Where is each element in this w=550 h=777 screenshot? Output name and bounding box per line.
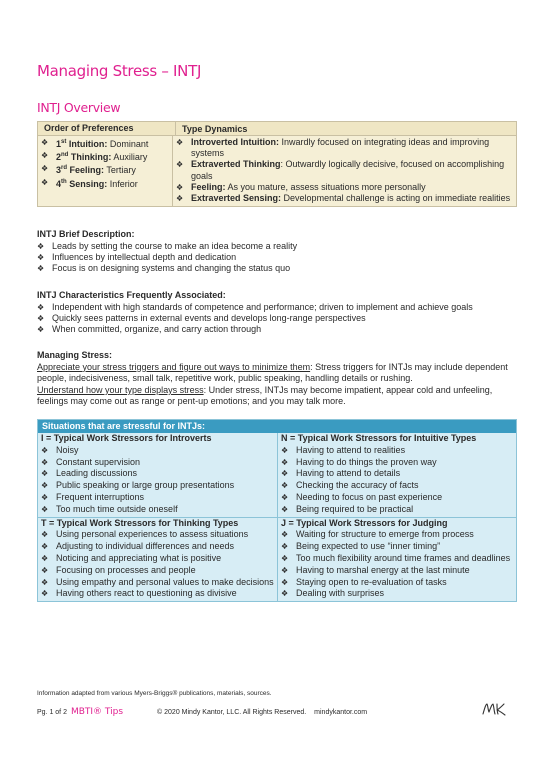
list-item: ❖ Using personal experiences to assess situations	[41, 529, 249, 540]
bullet-diamond-icon: ❖	[41, 492, 49, 502]
mk-logo-icon	[481, 701, 507, 717]
section-heading: INTJ Characteristics Frequently Associated:	[37, 290, 226, 300]
list-item: ❖ Checking the accuracy of facts	[281, 480, 419, 491]
list-item: ❖ Using empathy and personal values to make decisions	[41, 576, 274, 587]
dynamics-list	[173, 136, 516, 206]
bullet-diamond-icon: ❖	[281, 577, 289, 587]
copyright-text: © 2020 Mindy Kantor, LLC. All Rights Reserved.	[157, 708, 307, 716]
bullet-diamond-icon: ❖	[41, 151, 49, 161]
list-item: ❖ When committed, organize, and carry action through	[37, 324, 262, 334]
bullet-diamond-icon: ❖	[41, 138, 49, 147]
source-note: Information adapted from various Myers-Briggs® publications, materials, sources.	[37, 690, 272, 697]
col-header-dynamics: Type Dynamics	[182, 123, 248, 134]
bullet-diamond-icon: ❖	[281, 589, 289, 599]
managing-stress-section	[37, 350, 515, 408]
list-item: ❖ Needing to focus on past experience	[281, 491, 443, 502]
page-number: Pg. 1 of 2	[37, 708, 67, 716]
bullet-diamond-icon: ❖	[281, 504, 289, 514]
list-item: ❖ Public speaking or large group presentations	[41, 480, 235, 491]
list-item: ❖ 3rd Feeling: Tertiary	[41, 164, 136, 176]
list-item: ❖ Constant supervision	[41, 456, 141, 467]
list-item: ❖ Being expected to use “inner timing”	[281, 541, 441, 552]
bullet-diamond-icon: ❖	[41, 577, 49, 587]
bullet-diamond-icon: ❖	[176, 194, 184, 204]
bullet-diamond-icon: ❖	[281, 481, 289, 491]
bullet-diamond-icon: ❖	[281, 553, 289, 563]
section-heading: INTJ Brief Description:	[37, 229, 135, 239]
bullet-diamond-icon: ❖	[281, 469, 289, 479]
list-item: ❖ Staying open to re-evaluation of tasks	[281, 576, 447, 587]
bullet-diamond-icon: ❖	[41, 177, 49, 187]
page-title: Managing Stress – INTJ	[37, 62, 202, 80]
list-item: ❖ Leads by setting the course to make an idea become a reality	[37, 240, 298, 251]
list-item: ❖ Being required to be practical	[281, 503, 414, 514]
list-item: ❖ Too much time outside oneself	[41, 503, 178, 514]
list-item: ❖ Quickly sees patterns in external events and develops long-range perspectives	[37, 312, 366, 323]
bullet-diamond-icon: ❖	[41, 481, 49, 491]
list-item: ❖ Focus is on designing systems and changing the status quo	[37, 263, 291, 273]
list-item: ❖ Too much flexibility around time frames and deadlines	[281, 552, 511, 563]
list-item: ❖ Frequent interruptions	[41, 491, 145, 502]
list-item: ❖ Leading discussions	[41, 468, 138, 479]
list-item: ❖ Extraverted Sensing: Developmental challenge is acting on immediate realities	[176, 193, 511, 204]
bullet-diamond-icon: ❖	[37, 325, 45, 334]
stressors-table	[37, 419, 517, 602]
stressors-table-title: Situations that are stressful for INTJs:	[38, 420, 516, 433]
bullet-diamond-icon: ❖	[37, 241, 45, 251]
overview-table-header	[38, 122, 516, 136]
page-footer	[37, 707, 515, 717]
bullet-diamond-icon: ❖	[281, 457, 289, 467]
judging-column: J = Typical Work Stressors for Judging ❖ Waiting for structure to emerge from process ❖ Being expected to use “inner timing” ❖ Too much flexibility around time frames and deadlines ❖ Having to marshal energy at the last minute ❖ Staying open to re-evaluation of tasks ❖ Dealing with surprises	[277, 518, 516, 602]
list-item: ❖ Having to attend to realities	[281, 444, 406, 455]
overview-table	[37, 121, 517, 207]
bullet-diamond-icon: ❖	[37, 252, 45, 262]
bullet-diamond-icon: ❖	[281, 445, 289, 455]
bullet-diamond-icon: ❖	[41, 164, 49, 174]
bullet-diamond-icon: ❖	[41, 445, 49, 455]
bullet-diamond-icon: ❖	[41, 504, 49, 514]
list-item: ❖ Independent with high standards of competence and performance; driven to implement and achieve goals	[37, 301, 473, 312]
intuitive-column: N = Typical Work Stressors for Intuitive Types ❖ Having to attend to realities ❖ Having to do things the proven way ❖ Having to attend to details ❖ Checking the accuracy of facts ❖ Needing to focus on past experience ❖ Being required to be practical	[277, 433, 516, 517]
list-item: ❖ 2nd Thinking: Auxiliary	[41, 151, 148, 163]
list-item: ❖ Feeling: As you mature, assess situations more personally	[176, 181, 426, 192]
list-item: ❖ Dealing with surprises	[281, 588, 385, 599]
thinking-column: T = Typical Work Stressors for Thinking Types ❖ Using personal experiences to assess situations ❖ Adjusting to individual differences and needs ❖ Noticing and appreciating what is positive ❖ Focusing on processes and people ❖ Using empathy and personal values to make decisions ❖ Having others react to questioning as divisive	[41, 517, 274, 599]
list-item: ❖ Having to do things the proven way	[281, 456, 437, 467]
bullet-diamond-icon: ❖	[176, 182, 184, 192]
list-item: ❖ Influences by intellectual depth and dedication	[37, 251, 237, 262]
bullet-diamond-icon: ❖	[41, 565, 49, 575]
list-item: ❖ 1st Intuition: Dominant	[41, 138, 149, 149]
characteristics-section	[37, 290, 515, 335]
list-item: ❖ Introverted Intuition: Inwardly focused on integrating ideas and improving systems	[176, 137, 490, 159]
list-item: ❖ Adjusting to individual differences and needs	[41, 541, 234, 552]
list-item: ❖ Extraverted Thinking: Outwardly logically decisive, focused on accomplishing goals	[176, 159, 505, 181]
stress-display-paragraph: Understand how your type displays stress: Under stress, INTJs may become impatient, appear cold and unfeeling, feelings may come out as range or pent-up emotions; and you may talk more.	[37, 384, 493, 407]
website-link[interactable]: mindykantor.com	[314, 708, 368, 716]
bullet-diamond-icon: ❖	[37, 313, 45, 323]
list-item: ❖ Waiting for structure to emerge from process	[281, 529, 474, 540]
bullet-diamond-icon: ❖	[281, 565, 289, 575]
list-item: ❖ Having to marshal energy at the last minute	[281, 564, 470, 575]
list-item: ❖ Noticing and appreciating what is positive	[41, 552, 222, 563]
preferences-list	[38, 136, 173, 206]
section-heading: Managing Stress:	[37, 350, 113, 360]
bullet-diamond-icon: ❖	[41, 457, 49, 467]
col-header-preferences: Order of Preferences	[38, 122, 176, 135]
list-item: ❖ Focusing on processes and people	[41, 564, 196, 575]
bullet-diamond-icon: ❖	[281, 542, 289, 552]
bullet-diamond-icon: ❖	[41, 542, 49, 552]
brief-description-section	[37, 229, 515, 274]
bullet-diamond-icon: ❖	[281, 530, 289, 540]
stress-triggers-paragraph: Appreciate your stress triggers and figure out ways to minimize them: Stress triggers for INTJs may include dependent people, indecisiveness, small talk, repetitive work, public speaking, handling details or rushing.	[37, 361, 508, 384]
introverts-column: I = Typical Work Stressors for Introverts ❖ Noisy ❖ Constant supervision ❖ Leading discussions ❖ Public speaking or large group presentations ❖ Frequent interruptions ❖ Too much time outside oneself	[38, 433, 277, 517]
bullet-diamond-icon: ❖	[41, 589, 49, 599]
bullet-diamond-icon: ❖	[37, 302, 45, 312]
bullet-diamond-icon: ❖	[176, 138, 184, 147]
mbti-tips-label: MBTI® Tips	[70, 707, 124, 717]
overview-heading: INTJ Overview	[37, 100, 121, 115]
list-item: ❖ 4th Sensing: Inferior	[41, 177, 138, 189]
bullet-diamond-icon: ❖	[281, 492, 289, 502]
bullet-diamond-icon: ❖	[41, 469, 49, 479]
bullet-diamond-icon: ❖	[37, 264, 45, 273]
bullet-diamond-icon: ❖	[41, 530, 49, 540]
bullet-diamond-icon: ❖	[176, 160, 184, 170]
list-item: ❖ Having to attend to details	[281, 468, 401, 479]
list-item: ❖ Noisy	[41, 444, 79, 455]
bullet-diamond-icon: ❖	[41, 553, 49, 563]
list-item: ❖ Having others react to questioning as divisive	[41, 588, 237, 599]
